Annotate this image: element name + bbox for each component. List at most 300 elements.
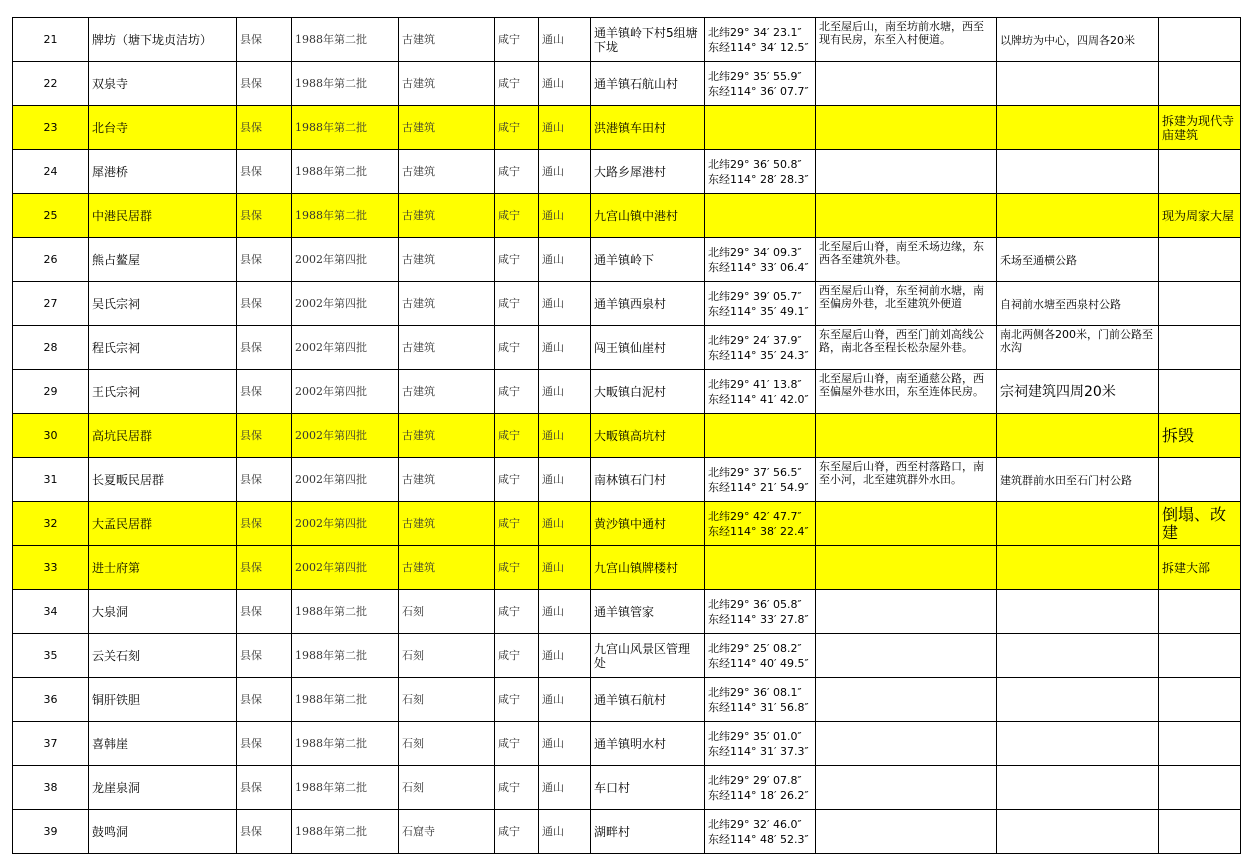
- cell-county: [539, 370, 591, 414]
- table-body: [13, 18, 1241, 854]
- cell-protection-scope: [816, 590, 997, 634]
- cell-level: [237, 238, 292, 282]
- cell-control-zone-text: 建筑群前水田至石门村公路: [1000, 474, 1132, 487]
- cell-category: [399, 678, 495, 722]
- cell-category: [399, 810, 495, 854]
- cell-batch: [292, 62, 399, 106]
- longitude-text: 东经114° 35′ 24.3″: [708, 348, 809, 362]
- cell-number-text: 22: [43, 76, 58, 90]
- cell-city-text: 咸宁: [498, 340, 520, 354]
- cell-site-name: [89, 194, 237, 238]
- cell-number-text: 26: [43, 252, 58, 266]
- cell-level-text: 县保: [240, 516, 262, 530]
- cell-control-zone: [997, 238, 1159, 282]
- cell-batch-text: 2002年第四批: [295, 560, 367, 574]
- cell-number: [13, 370, 89, 414]
- cell-batch-text: 1988年第二批: [295, 32, 367, 46]
- cell-city: [495, 370, 539, 414]
- cell-location: [591, 634, 705, 678]
- cell-number-text: 39: [43, 824, 58, 838]
- cell-number: [13, 502, 89, 546]
- cell-category-text: 古建筑: [402, 560, 435, 574]
- cell-note: [1159, 810, 1241, 854]
- cell-coordinates: [705, 634, 816, 678]
- cell-location-text: 通羊镇石航村: [594, 692, 667, 707]
- cell-batch-text: 1988年第二批: [295, 736, 367, 750]
- cell-batch-text: 2002年第四批: [295, 340, 367, 354]
- cell-level-text: 县保: [240, 340, 262, 354]
- cell-protection-scope: [816, 150, 997, 194]
- cell-category: [399, 150, 495, 194]
- cell-level-text: 县保: [240, 32, 262, 46]
- cell-location: [591, 18, 705, 62]
- cell-batch-text: 1988年第二批: [295, 692, 367, 706]
- cell-number: [13, 766, 89, 810]
- cell-location-text: 车口村: [594, 780, 631, 795]
- cell-city-text: 咸宁: [498, 208, 520, 222]
- cell-number-text: 34: [43, 604, 58, 618]
- cell-county-text: 通山: [542, 824, 564, 838]
- table-row: [13, 106, 1241, 150]
- cell-number-text: 21: [43, 32, 58, 46]
- table-row: [13, 414, 1241, 458]
- cell-category-text: 石刻: [402, 604, 424, 618]
- cell-category: [399, 238, 495, 282]
- cell-city-text: 咸宁: [498, 824, 520, 838]
- cell-number-text: 29: [43, 384, 58, 398]
- latitude-text: 北纬29° 41′ 13.8″: [708, 377, 802, 391]
- cell-site-name: [89, 458, 237, 502]
- cell-category: [399, 282, 495, 326]
- cell-number: [13, 458, 89, 502]
- cell-batch-text: 2002年第四批: [295, 472, 367, 486]
- cell-site-name-text: 云关石刻: [92, 648, 141, 663]
- longitude-text: 东经114° 40′ 49.5″: [708, 656, 809, 670]
- cell-site-name-text: 喜韩崖: [92, 736, 129, 751]
- cell-location-text: 通羊镇西泉村: [594, 296, 667, 311]
- cell-level: [237, 194, 292, 238]
- cell-control-zone: [997, 502, 1159, 546]
- cell-county-text: 通山: [542, 164, 564, 178]
- cell-county-text: 通山: [542, 120, 564, 134]
- cell-category-text: 古建筑: [402, 120, 435, 134]
- cell-number: [13, 106, 89, 150]
- cell-control-zone: [997, 282, 1159, 326]
- cell-control-zone: [997, 414, 1159, 458]
- cell-county: [539, 678, 591, 722]
- cell-coordinates: [705, 106, 816, 150]
- cell-location: [591, 458, 705, 502]
- latitude-text: 北纬29° 37′ 56.5″: [708, 465, 802, 479]
- cell-city: [495, 678, 539, 722]
- cell-note: [1159, 634, 1241, 678]
- cell-control-zone: [997, 766, 1159, 810]
- cell-number: [13, 810, 89, 854]
- cell-county-text: 通山: [542, 780, 564, 794]
- cell-category-text: 石刻: [402, 780, 424, 794]
- cell-location-text: 黄沙镇中通村: [594, 516, 667, 531]
- cell-site-name-text: 大泉洞: [92, 604, 129, 619]
- cell-city: [495, 238, 539, 282]
- cell-county-text: 通山: [542, 296, 564, 310]
- cell-control-zone: [997, 678, 1159, 722]
- cell-site-name: [89, 282, 237, 326]
- longitude-text: 东经114° 36′ 07.7″: [708, 84, 809, 98]
- cell-number: [13, 722, 89, 766]
- cell-protection-scope-text: 北至屋后山脊，南至通慈公路，西至偏屋外巷水田，东至连体民房。: [819, 372, 984, 398]
- cell-level: [237, 590, 292, 634]
- cell-note: [1159, 62, 1241, 106]
- cell-category-text: 古建筑: [402, 208, 435, 222]
- cell-batch-text: 2002年第四批: [295, 428, 367, 442]
- cell-protection-scope: [816, 546, 997, 590]
- cell-site-name: [89, 678, 237, 722]
- cell-site-name: [89, 106, 237, 150]
- cell-protection-scope: [816, 810, 997, 854]
- cell-category-text: 古建筑: [402, 32, 435, 46]
- cell-category: [399, 62, 495, 106]
- cell-county-text: 通山: [542, 252, 564, 266]
- latitude-text: 北纬29° 24′ 37.9″: [708, 333, 802, 347]
- cell-note: [1159, 678, 1241, 722]
- cell-county: [539, 238, 591, 282]
- cell-city-text: 咸宁: [498, 604, 520, 618]
- latitude-text: 北纬29° 29′ 07.8″: [708, 773, 802, 787]
- cell-location-text: 大畈镇高坑村: [594, 428, 667, 443]
- cell-level: [237, 722, 292, 766]
- cell-county-text: 通山: [542, 692, 564, 706]
- cell-city: [495, 62, 539, 106]
- cell-number-text: 30: [43, 428, 58, 442]
- cell-location: [591, 326, 705, 370]
- cell-protection-scope: [816, 458, 997, 502]
- cell-location-text: 闯王镇仙崖村: [594, 340, 667, 355]
- cell-number: [13, 546, 89, 590]
- cell-location-text: 九宫山镇中港村: [594, 208, 679, 223]
- longitude-text: 东经114° 41′ 42.0″: [708, 392, 809, 406]
- heritage-table: [12, 17, 1241, 854]
- cell-site-name-text: 中港民居群: [92, 208, 153, 223]
- cell-level: [237, 18, 292, 62]
- cell-site-name: [89, 326, 237, 370]
- table-row: [13, 194, 1241, 238]
- cell-category-text: 石窟寺: [402, 824, 435, 838]
- cell-number-text: 28: [43, 340, 58, 354]
- cell-protection-scope: [816, 282, 997, 326]
- cell-control-zone: [997, 106, 1159, 150]
- table-row: [13, 722, 1241, 766]
- cell-level: [237, 62, 292, 106]
- cell-batch: [292, 106, 399, 150]
- cell-location: [591, 370, 705, 414]
- cell-county: [539, 194, 591, 238]
- longitude-text: 东经114° 38′ 22.4″: [708, 524, 809, 538]
- cell-city: [495, 458, 539, 502]
- cell-number: [13, 634, 89, 678]
- cell-county-text: 通山: [542, 516, 564, 530]
- cell-level-text: 县保: [240, 692, 262, 706]
- cell-city: [495, 766, 539, 810]
- cell-location: [591, 722, 705, 766]
- latitude-text: 北纬29° 34′ 23.1″: [708, 25, 802, 39]
- cell-level: [237, 414, 292, 458]
- cell-city-text: 咸宁: [498, 692, 520, 706]
- cell-location: [591, 678, 705, 722]
- cell-level: [237, 810, 292, 854]
- cell-location-text: 通羊镇岭下: [594, 252, 655, 267]
- cell-county: [539, 62, 591, 106]
- cell-note-text: 拆建大部: [1162, 560, 1211, 575]
- cell-category-text: 古建筑: [402, 384, 435, 398]
- cell-batch: [292, 282, 399, 326]
- cell-coordinates: [705, 414, 816, 458]
- cell-location-text: 九宫山风景区管理处: [594, 641, 691, 670]
- cell-site-name: [89, 370, 237, 414]
- cell-note-text: 现为周家大屋: [1162, 208, 1235, 223]
- cell-control-zone: [997, 546, 1159, 590]
- cell-category-text: 古建筑: [402, 516, 435, 530]
- cell-city-text: 咸宁: [498, 560, 520, 574]
- cell-category-text: 古建筑: [402, 164, 435, 178]
- cell-site-name: [89, 766, 237, 810]
- cell-batch: [292, 722, 399, 766]
- cell-location: [591, 150, 705, 194]
- cell-coordinates: [705, 62, 816, 106]
- cell-site-name-text: 王氏宗祠: [92, 384, 141, 399]
- cell-batch: [292, 458, 399, 502]
- latitude-text: 北纬29° 32′ 46.0″: [708, 817, 802, 831]
- cell-site-name-text: 铜肝铁胆: [92, 692, 141, 707]
- cell-number-text: 27: [43, 296, 58, 310]
- longitude-text: 东经114° 33′ 06.4″: [708, 260, 809, 274]
- cell-site-name-text: 进士府第: [92, 560, 141, 575]
- longitude-text: 东经114° 31′ 37.3″: [708, 744, 809, 758]
- cell-county: [539, 810, 591, 854]
- cell-batch-text: 1988年第二批: [295, 76, 367, 90]
- cell-city-text: 咸宁: [498, 164, 520, 178]
- cell-category: [399, 370, 495, 414]
- longitude-text: 东经114° 21′ 54.9″: [708, 480, 809, 494]
- cell-control-zone: [997, 370, 1159, 414]
- cell-city-text: 咸宁: [498, 384, 520, 398]
- cell-category: [399, 326, 495, 370]
- cell-protection-scope: [816, 238, 997, 282]
- cell-protection-scope: [816, 370, 997, 414]
- cell-note: [1159, 722, 1241, 766]
- cell-batch: [292, 678, 399, 722]
- cell-coordinates: [705, 458, 816, 502]
- cell-county: [539, 590, 591, 634]
- latitude-text: 北纬29° 36′ 05.8″: [708, 597, 802, 611]
- cell-control-zone-text: 禾场至通横公路: [1000, 254, 1077, 267]
- table-row: [13, 634, 1241, 678]
- cell-control-zone: [997, 18, 1159, 62]
- cell-county-text: 通山: [542, 604, 564, 618]
- cell-category: [399, 414, 495, 458]
- cell-city: [495, 194, 539, 238]
- cell-note: [1159, 766, 1241, 810]
- table-row: [13, 150, 1241, 194]
- cell-protection-scope: [816, 414, 997, 458]
- cell-coordinates: [705, 18, 816, 62]
- cell-number-text: 24: [43, 164, 58, 178]
- cell-level-text: 县保: [240, 780, 262, 794]
- cell-batch-text: 2002年第四批: [295, 296, 367, 310]
- cell-protection-scope-text: 东至屋后山脊，西至村落路口，南至小河，北至建筑群外水田。: [819, 460, 984, 486]
- cell-location: [591, 194, 705, 238]
- cell-note: [1159, 326, 1241, 370]
- cell-location: [591, 766, 705, 810]
- cell-note: [1159, 150, 1241, 194]
- cell-site-name-text: 双泉寺: [92, 76, 129, 91]
- cell-protection-scope-text: 北至屋后山，南至坊前水塘，西至现有民房，东至入村便道。: [819, 20, 984, 46]
- cell-batch-text: 1988年第二批: [295, 780, 367, 794]
- cell-category: [399, 502, 495, 546]
- cell-coordinates: [705, 590, 816, 634]
- cell-level: [237, 634, 292, 678]
- cell-batch-text: 1988年第二批: [295, 120, 367, 134]
- cell-number-text: 37: [43, 736, 58, 750]
- cell-level-text: 县保: [240, 252, 262, 266]
- table-row: [13, 458, 1241, 502]
- cell-number: [13, 18, 89, 62]
- table-row: [13, 370, 1241, 414]
- cell-county-text: 通山: [542, 76, 564, 90]
- cell-note-text: 拆毁: [1162, 425, 1195, 445]
- table-row: [13, 502, 1241, 546]
- cell-note: [1159, 502, 1241, 546]
- cell-batch: [292, 414, 399, 458]
- cell-number: [13, 282, 89, 326]
- cell-protection-scope-text: 北至屋后山脊，南至禾场边缘，东西各至建筑外巷。: [819, 240, 984, 266]
- cell-category-text: 古建筑: [402, 340, 435, 354]
- cell-level-text: 县保: [240, 604, 262, 618]
- cell-coordinates: [705, 370, 816, 414]
- cell-coordinates: [705, 326, 816, 370]
- cell-coordinates: [705, 282, 816, 326]
- cell-coordinates: [705, 238, 816, 282]
- cell-batch-text: 2002年第四批: [295, 384, 367, 398]
- cell-level: [237, 546, 292, 590]
- cell-batch: [292, 502, 399, 546]
- cell-county: [539, 458, 591, 502]
- cell-level-text: 县保: [240, 76, 262, 90]
- cell-category: [399, 722, 495, 766]
- cell-level: [237, 766, 292, 810]
- cell-location-text: 大畈镇白泥村: [594, 384, 667, 399]
- cell-county-text: 通山: [542, 648, 564, 662]
- cell-control-zone: [997, 722, 1159, 766]
- cell-level: [237, 458, 292, 502]
- cell-control-zone-text: 以牌坊为中心，四周各20米: [1000, 34, 1135, 47]
- cell-batch-text: 1988年第二批: [295, 164, 367, 178]
- cell-county: [539, 150, 591, 194]
- cell-site-name: [89, 546, 237, 590]
- cell-number-text: 35: [43, 648, 58, 662]
- cell-city: [495, 106, 539, 150]
- cell-number-text: 25: [43, 208, 58, 222]
- cell-category-text: 石刻: [402, 692, 424, 706]
- cell-category: [399, 590, 495, 634]
- cell-level-text: 县保: [240, 472, 262, 486]
- cell-batch-text: 1988年第二批: [295, 604, 367, 618]
- longitude-text: 东经114° 48′ 52.3″: [708, 832, 809, 846]
- cell-site-name: [89, 150, 237, 194]
- cell-number-text: 23: [43, 120, 58, 134]
- table-row: [13, 62, 1241, 106]
- cell-county-text: 通山: [542, 736, 564, 750]
- cell-level: [237, 502, 292, 546]
- cell-number-text: 31: [43, 472, 58, 486]
- cell-control-zone: [997, 326, 1159, 370]
- cell-site-name-text: 犀港桥: [92, 164, 129, 179]
- cell-protection-scope: [816, 502, 997, 546]
- cell-number-text: 33: [43, 560, 58, 574]
- cell-site-name: [89, 590, 237, 634]
- cell-site-name-text: 程氏宗祠: [92, 340, 141, 355]
- cell-site-name: [89, 810, 237, 854]
- cell-batch: [292, 18, 399, 62]
- cell-site-name: [89, 414, 237, 458]
- cell-site-name: [89, 18, 237, 62]
- cell-control-zone-text: 南北两侧各200米，门前公路至水沟: [1000, 328, 1153, 354]
- longitude-text: 东经114° 35′ 49.1″: [708, 304, 809, 318]
- cell-batch-text: 1988年第二批: [295, 208, 367, 222]
- cell-county: [539, 282, 591, 326]
- cell-number: [13, 326, 89, 370]
- cell-city-text: 咸宁: [498, 428, 520, 442]
- cell-city: [495, 502, 539, 546]
- cell-number: [13, 62, 89, 106]
- cell-category-text: 石刻: [402, 648, 424, 662]
- cell-site-name: [89, 634, 237, 678]
- cell-protection-scope: [816, 722, 997, 766]
- cell-site-name-text: 牌坊（塘下垅贞洁坊）: [92, 32, 213, 47]
- longitude-text: 东经114° 33′ 27.8″: [708, 612, 809, 626]
- cell-batch: [292, 326, 399, 370]
- cell-city: [495, 590, 539, 634]
- cell-city-text: 咸宁: [498, 648, 520, 662]
- cell-control-zone-text: 宗祠建筑四周20米: [1000, 384, 1116, 400]
- cell-coordinates: [705, 810, 816, 854]
- cell-level-text: 县保: [240, 648, 262, 662]
- cell-level: [237, 370, 292, 414]
- cell-city: [495, 414, 539, 458]
- cell-batch: [292, 590, 399, 634]
- cell-city-text: 咸宁: [498, 472, 520, 486]
- cell-level-text: 县保: [240, 120, 262, 134]
- cell-level-text: 县保: [240, 560, 262, 574]
- cell-note: [1159, 238, 1241, 282]
- cell-level-text: 县保: [240, 384, 262, 398]
- latitude-text: 北纬29° 36′ 08.1″: [708, 685, 802, 699]
- cell-number-text: 38: [43, 780, 58, 794]
- cell-location-text: 洪港镇车田村: [594, 120, 667, 135]
- cell-site-name-text: 熊占鳌屋: [92, 252, 141, 267]
- cell-site-name-text: 长夏畈民居群: [92, 472, 165, 487]
- latitude-text: 北纬29° 42′ 47.7″: [708, 509, 802, 523]
- cell-control-zone: [997, 634, 1159, 678]
- cell-protection-scope: [816, 326, 997, 370]
- cell-control-zone: [997, 62, 1159, 106]
- cell-category-text: 石刻: [402, 736, 424, 750]
- table-row: [13, 18, 1241, 62]
- cell-level-text: 县保: [240, 736, 262, 750]
- cell-site-name-text: 龙崖泉洞: [92, 780, 141, 795]
- cell-category: [399, 634, 495, 678]
- cell-control-zone: [997, 194, 1159, 238]
- table-row: [13, 546, 1241, 590]
